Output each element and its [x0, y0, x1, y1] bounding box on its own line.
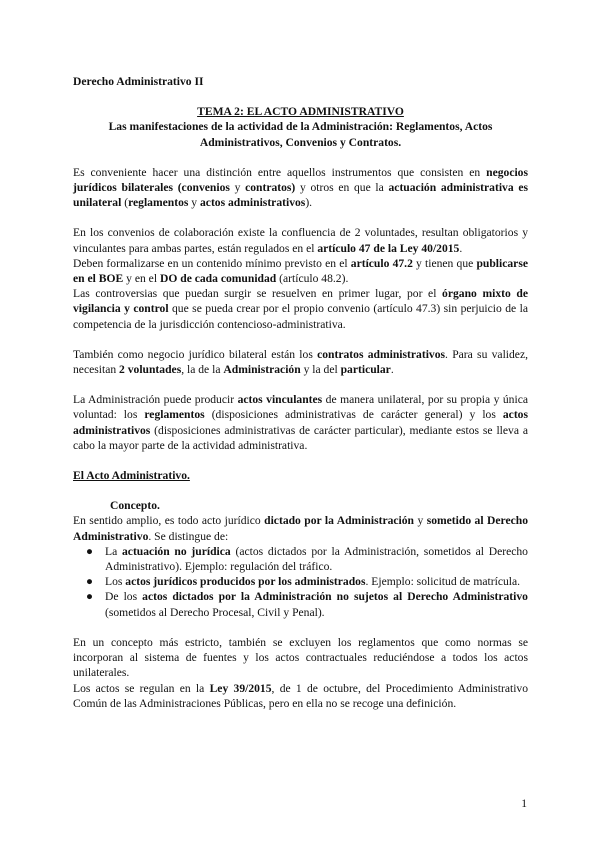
paragraph-ley-39-2015: Los actos se regulan en la Ley 39/2015, de 1 de octubre, del Procedimiento Administrativo Común de las Administraciones Públicas, pero en ella no se recoge una definición.	[73, 681, 529, 710]
paragraph-concepto-estricto: En un concepto más estricto, también se excluyen los reglamentos que como normas se incorporan al sistema de fuentes y los actos contractuales reduciéndose a todos los actos unilaterales.	[73, 635, 528, 680]
topic-subtitle: Las manifestaciones de la actividad de la Administración: Reglamentos, Actos Administrativos, Convenios y Contratos.	[108, 120, 493, 149]
page-number: 1	[521, 797, 527, 810]
concepto-heading: Concepto.	[110, 499, 160, 513]
paragraph-actos-vinculantes: La Administración puede producir actos vinculantes de manera unilateral, por su propia y única voluntad: los reglamentos (disposiciones administrativas de carácter general) y los actos administrativos (disposiciones administrativas de carácter particular), mediante estos se lleva a cabo la mayor parte de la actividad administrativa.	[73, 393, 528, 452]
distinction-list	[73, 544, 528, 620]
paragraph-concepto: En sentido amplio, es todo acto jurídico dictado por la Administración y sometido al Derecho Administrativo. Se distingue de:	[73, 514, 528, 543]
paragraph-distinction: Es conveniente hacer una distinción entre aquellos instrumentos que consisten en negocios jurídicos bilaterales (convenios y contratos) y otros en que la actuación administrativa es unilateral (reglamentos y actos administrativos).	[73, 165, 528, 210]
paragraph-convenios-controversies: Las controversias que puedan surgir se resuelven en primer lugar, por el órgano mixto de vigilancia y control que se pueda crear por el propio convenio (artículo 47.3) sin perjuicio de la competencia de la jurisdicción contencioso-administrativa.	[73, 287, 529, 331]
course-header: Derecho Administrativo II	[73, 75, 204, 88]
section-heading: El Acto Administrativo.	[73, 469, 190, 483]
paragraph-convenios: En los convenios de colaboración existe la confluencia de 2 voluntades, resultan obligatorios y vinculantes para ambas partes, están regulados en el artículo 47 de la Ley 40/2015.	[73, 226, 528, 255]
paragraph-convenios-formalization: Deben formalizarse en un contenido mínimo previsto en el artículo 47.2 y tienen que publicarse en el BOE y en el DO de cada comunidad (artículo 48.2).	[73, 256, 528, 286]
list-item: ● Los actos jurídicos producidos por los administrados. Ejemplo: solicitud de matrícula.	[86, 575, 521, 589]
paragraph-contratos: También como negocio jurídico bilateral están los contratos administrativos. Para su validez, necesitan 2 voluntades, la de la Administración y la del particular.	[73, 347, 529, 377]
document-body	[73, 74, 528, 711]
topic-title: TEMA 2: EL ACTO ADMINISTRATIVO	[197, 105, 404, 119]
bullet-icon: ●	[86, 544, 94, 558]
list-item: ● De los actos dictados por la Administración no sujetos al Derecho Administrativo (sometidos al Derecho Procesal, Civil y Penal).	[86, 590, 528, 619]
bullet-icon: ●	[86, 590, 94, 604]
list-item: ● La actuación no jurídica (actos dictados por la Administración, sometidos al Derecho Administrativo). Ejemplo: regulación del tráfico.	[86, 544, 528, 574]
bullet-icon: ●	[86, 575, 94, 589]
